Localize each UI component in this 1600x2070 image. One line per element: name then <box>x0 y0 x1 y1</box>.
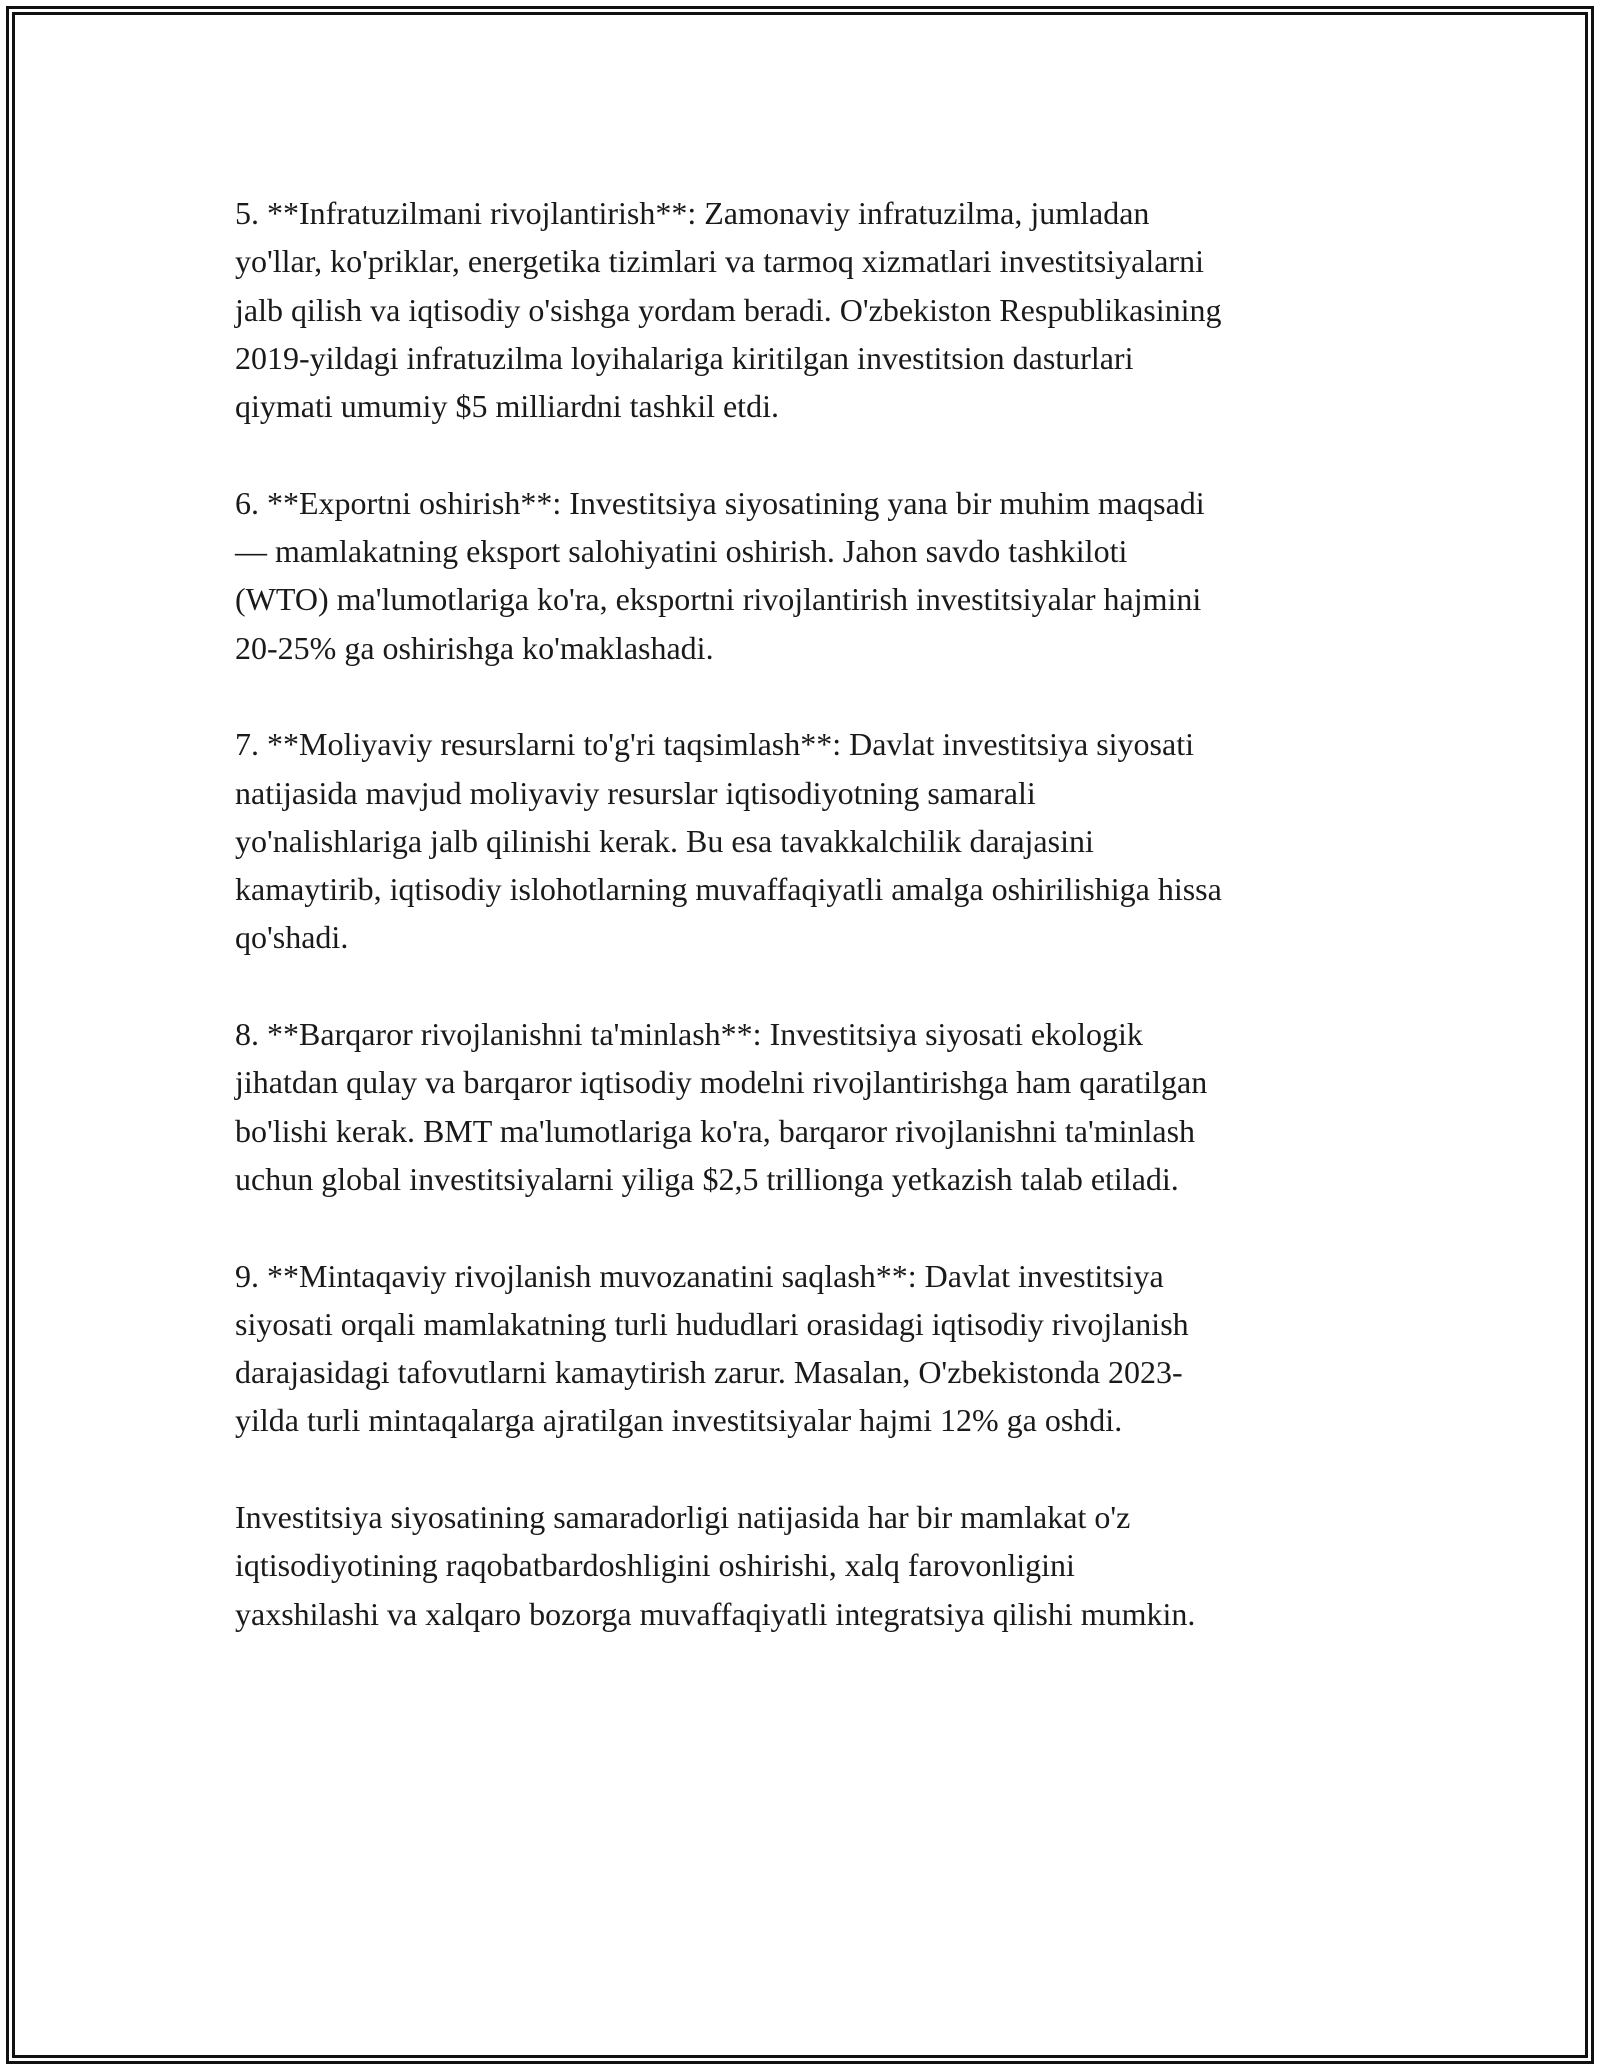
text-line: kamaytirib, iqtisodiy islohotlarning muvaffaqiyatli amalga oshirilishiga hissa <box>235 871 1222 908</box>
paragraph-financial-resources <box>235 720 1385 961</box>
text-line: siyosati orqali mamlakatning turli hududlari orasidagi iqtisodiy rivojlanish <box>235 1305 1189 1342</box>
text-line: 5. **Infratuzilmani rivojlantirish**: Zamonaviy infratuzilma, jumladan <box>235 195 1150 231</box>
text-line: — mamlakatning eksport salohiyatini oshirish. Jahon savdo tashkiloti <box>235 533 1128 570</box>
text-line: bo'lishi kerak. BMT ma'lumotlariga ko'ra, barqaror rivojlanishni ta'minlash <box>235 1112 1196 1149</box>
text-line: qo'shadi. <box>235 919 349 956</box>
text-line: 6. **Exportni oshirish**: Investitsiya siyosatining yana bir muhim maqsadi <box>235 484 1205 521</box>
paragraph-sustainable-development <box>235 1010 1385 1203</box>
text-line: uchun global investitsiyalarni yiliga $2,5 trillionga yetkazish talab etiladi. <box>235 1160 1179 1197</box>
text-line: yo'nalishlariga jalb qilinishi kerak. Bu esa tavakkalchilik darajasini <box>235 822 1094 859</box>
text-line: jalb qilish va iqtisodiy o'sishga yordam beradi. O'zbekiston Respublikasining <box>235 291 1222 328</box>
text-line: 9. **Mintaqaviy rivojlanish muvozanatini saqlash**: Davlat investitsiya <box>235 1257 1164 1294</box>
text-line: yo'llar, ko'priklar, energetika tizimlari va tarmoq xizmatlari investitsiyalarni <box>235 243 1204 280</box>
text-line: iqtisodiyotining raqobatbardoshligini oshirishi, xalq farovonligini <box>235 1547 1075 1584</box>
text-line: (WTO) ma'lumotlariga ko'ra, eksportni rivojlantirish investitsiyalar hajmini <box>235 581 1202 618</box>
text-line: 8. **Barqaror rivojlanishni ta'minlash**: Investitsiya siyosati ekologik <box>235 1016 1143 1053</box>
text-line: Investitsiya siyosatining samaradorligi natijasida har bir mamlakat o'z <box>235 1499 1131 1536</box>
text-line: yaxshilashi va xalqaro bozorga muvaffaqiyatli integratsiya qilishi mumkin. <box>235 1595 1196 1632</box>
document-body <box>235 189 1385 1686</box>
text-line: 7. **Moliyaviy resurslarni to'g'ri taqsimlash**: Davlat investitsiya siyosati <box>235 726 1194 763</box>
text-line: jihatdan qulay va barqaror iqtisodiy modelni rivojlantirishga ham qaratilgan <box>235 1064 1208 1101</box>
paragraph-regional-balance <box>235 1252 1385 1445</box>
paragraph-export <box>235 479 1385 672</box>
text-line: yilda turli mintaqalarga ajratilgan investitsiyalar hajmi 12% ga oshdi. <box>235 1402 1123 1439</box>
text-line: darajasidagi tafovutlarni kamaytirish zarur. Masalan, O'zbekistonda 2023- <box>235 1354 1183 1391</box>
paragraph-conclusion <box>235 1493 1385 1638</box>
text-line: natijasida mavjud moliyaviy resurslar iqtisodiyotning samarali <box>235 774 1036 811</box>
text-line: 20-25% ga oshirishga ko'maklashadi. <box>235 629 714 666</box>
text-line: 2019-yildagi infratuzilma loyihalariga kiritilgan investitsion dasturlari <box>235 339 1134 376</box>
paragraph-infrastructure <box>235 189 1385 430</box>
text-line: qiymati umumiy $5 milliardni tashkil etdi. <box>235 388 779 425</box>
